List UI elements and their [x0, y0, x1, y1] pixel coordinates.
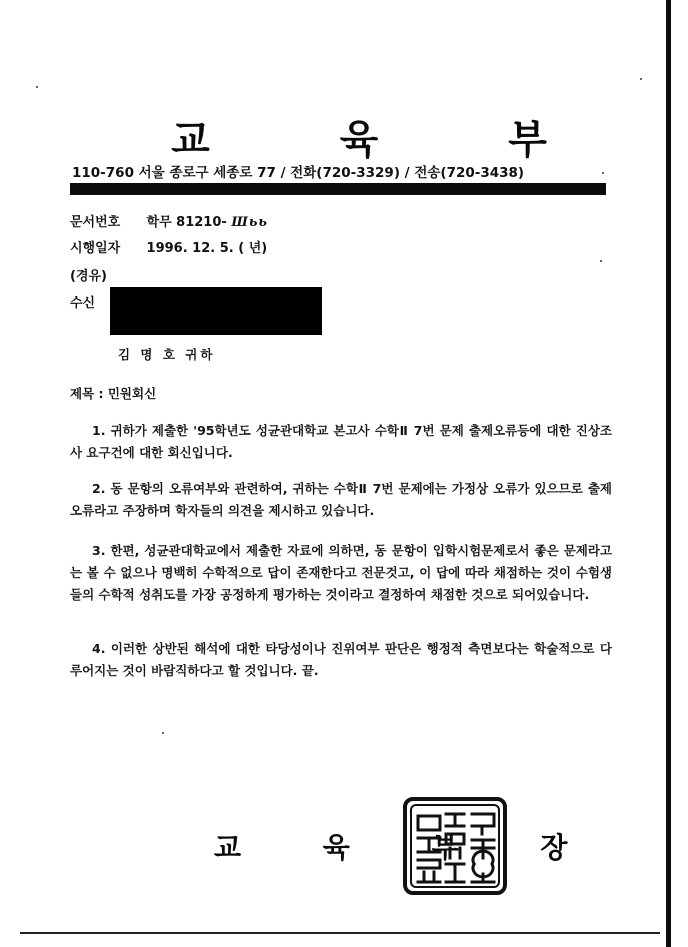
document-number-label: 문서번호 — [70, 215, 121, 230]
date-value: 1996. 12. 5. ( 년) — [146, 241, 268, 256]
scan-speck — [602, 172, 604, 174]
ministry-address: 110-760 서울 종로구 세종로 77 / 전화(720-3329) / 전송(720-3438) — [72, 165, 525, 181]
date-row — [70, 237, 267, 256]
ministry-title: 교 육 부 — [171, 116, 605, 163]
paragraph-3: 3. 한편, 성균관대학교에서 제출한 자료에 의하면, 동 문항이 입학시험문제로서 좋은 문제라고는 볼 수 없으나 명백히 수학적으로 답이 존재한다고 전문것고, 이 답에 따라 채점하는 것이 수험생들의 수학적 성취도를 가장 공정하게 평가하는 것이라고 결정하여 채점한 것으로 되어있습니다. — [70, 543, 612, 602]
scan-speck — [600, 260, 602, 262]
recipient-label: 수신 — [70, 296, 96, 311]
header-divider — [70, 183, 606, 195]
document-number-handwritten: Шьь — [231, 215, 268, 230]
via-row — [70, 265, 107, 284]
subject-line: 제목 : 민원회신 — [70, 386, 157, 401]
paragraph-1: 1. 귀하가 제출한 '95학년도 성균관대학교 본고사 수학Ⅱ 7번 문제 출제오류등에 대한 진상조사 요구건에 대한 회신입니다. — [70, 423, 612, 460]
scan-speck — [162, 732, 164, 734]
addressee: 김 명 호 귀하 — [118, 347, 216, 362]
paragraph-2: 2. 동 문항의 오류여부와 관련하여, 귀하는 수학Ⅱ 7번 문제에는 가정상 오류가 있으므로 출제오류라고 주장하며 학자들의 의견을 제시하고 있습니다. — [70, 481, 612, 518]
document-number-row — [70, 211, 268, 230]
redaction-block — [110, 287, 322, 335]
official-seal-icon — [402, 796, 508, 896]
minister-signature-title: 교 육 부 장 — [214, 831, 604, 864]
document-number-value: 학무 81210- — [146, 215, 227, 230]
via-label: (경유) — [70, 269, 107, 284]
scan-speck — [36, 86, 38, 88]
scan-speck — [640, 78, 642, 80]
paragraph-4: 4. 이러한 상반된 해석에 대한 타당성이나 진위여부 판단은 행정적 측면보다는 학술적으로 다루어지는 것이 바람직하다고 할 것입니다. 끝. — [70, 641, 612, 678]
recipient-row — [70, 292, 95, 311]
page-bottom-rule — [20, 932, 660, 934]
date-label: 시행일자 — [70, 241, 121, 256]
